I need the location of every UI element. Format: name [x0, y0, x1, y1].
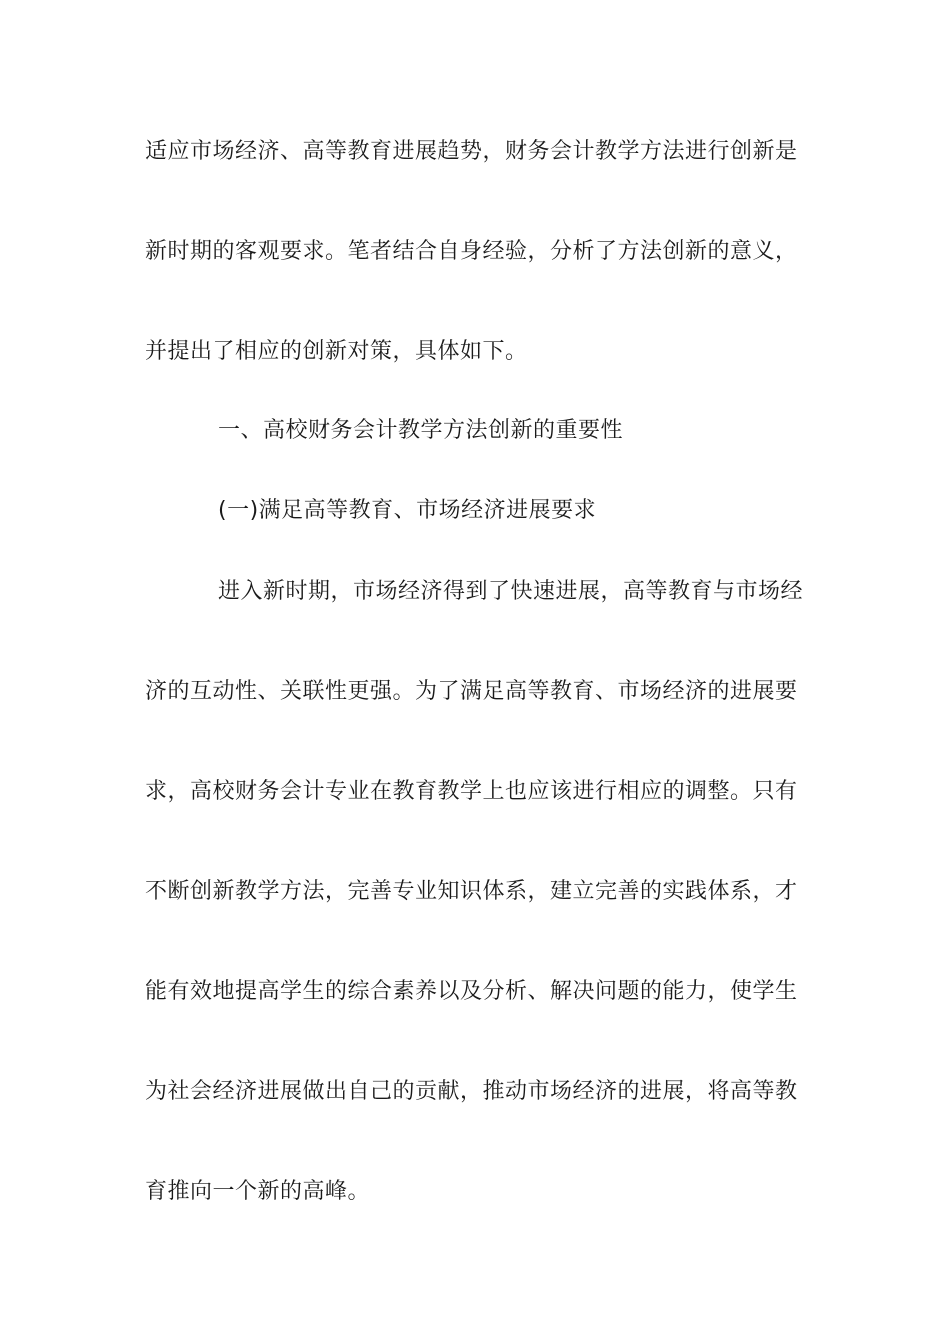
- body-line-5: 能有效地提高学生的综合素养以及分析、解决问题的能力，使学生: [145, 979, 798, 1004]
- body-line-3: 求，高校财务会计专业在教育教学上也应该进行相应的调整。只有: [145, 779, 798, 804]
- body-line-7: 育推向一个新的高峰。: [145, 1179, 371, 1204]
- body-line-4: 不断创新教学方法，完善专业知识体系，建立完善的实践体系，才: [145, 879, 798, 904]
- intro-line-1: 适应市场经济、高等教育进展趋势，财务会计教学方法进行创新是: [145, 139, 798, 164]
- section-heading: 一、高校财务会计教学方法创新的重要性: [218, 418, 624, 443]
- body-line-6: 为社会经济进展做出自己的贡献，推动市场经济的进展，将高等教: [145, 1079, 798, 1104]
- body-line-2: 济的互动性、关联性更强。为了满足高等教育、市场经济的进展要: [145, 679, 798, 704]
- subsection-heading: (一)满足高等教育、市场经济进展要求: [218, 498, 597, 523]
- intro-line-3: 并提出了相应的创新对策，具体如下。: [145, 339, 528, 364]
- intro-line-2: 新时期的客观要求。笔者结合自身经验，分析了方法创新的意义，: [145, 239, 798, 264]
- body-line-1: 进入新时期，市场经济得到了快速进展，高等教育与市场经: [218, 579, 804, 604]
